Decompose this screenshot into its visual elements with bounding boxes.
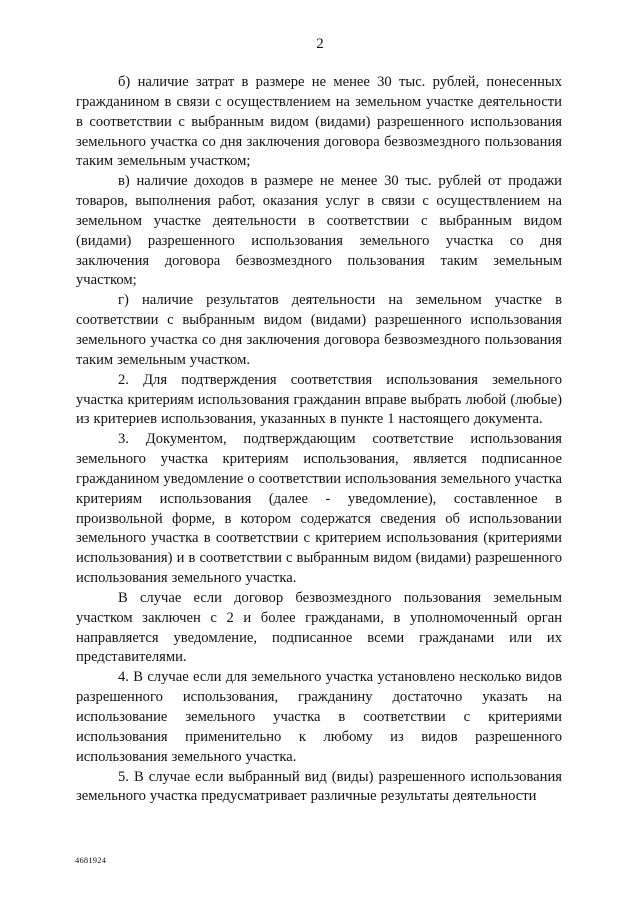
paragraph-4: 4. В случае если для земельного участка установлено несколько видов разрешенного использования, гражданину достаточно указать на использование земельного участка в соответствии с критериями использования применительно к любому из видов разрешенного использования земельного участка. — [76, 669, 562, 765]
paragraph-1v: в) наличие доходов в размере не менее 30 тыс. рублей от продажи товаров, выполнения работ, оказания услуг в связи с осуществлением на земельном участке деятельности в соответствии с выбранным видом (видами) разрешенного использования земельного участка со дня заключения договора безвозмездного пользования таким земельным участком; — [76, 173, 562, 289]
paragraph-3: 3. Документом, подтверждающим соответствие использования земельного участка критериям использования, является подписанное гражданином уведомление о соответствии использования земельного участка критериям использования (далее - уведомление), составленное в произвольной форме, в котором содержатся сведения об использовании земельного участка в соответствии с критерием использования (критериями использования) и в соответствии с выбранным видом (видами) разрешенного использования земельного участка. — [76, 431, 562, 587]
paragraph-1g: г) наличие результатов деятельности на земельном участке в соответствии с выбранным видом (видами) разрешенного использования земельного участка со дня заключения договора безвозмездного пользования таким земельным участком. — [76, 292, 562, 368]
document-body — [76, 73, 562, 807]
page-number: 2 — [316, 36, 324, 52]
paragraph-3-continued: В случае если договор безвозмездного пользования земельным участком заключен с 2 и более гражданами, в уполномоченный орган направляется уведомление, подписанное всеми гражданами или их представителями. — [76, 589, 562, 666]
paragraph-5: 5. В случае если выбранный вид (виды) разрешенного использования земельного участка предусматривает различные результаты деятельности — [76, 768, 562, 805]
document-code: 4681924 — [75, 855, 107, 865]
paragraph-1b: б) наличие затрат в размере не менее 30 тыс. рублей, понесенных гражданином в связи с осуществлением на земельном участке деятельности в соответствии с выбранным видом (видами) разрешенного использования земельного участка со дня заключения договора безвозмездного пользования таким земельным участком; — [76, 74, 562, 170]
paragraph-2: 2. Для подтверждения соответствия использования земельного участка критериям использования гражданин вправе выбрать любой (любые) из критериев использования, указанных в пункте 1 настоящего документа. — [76, 371, 562, 428]
